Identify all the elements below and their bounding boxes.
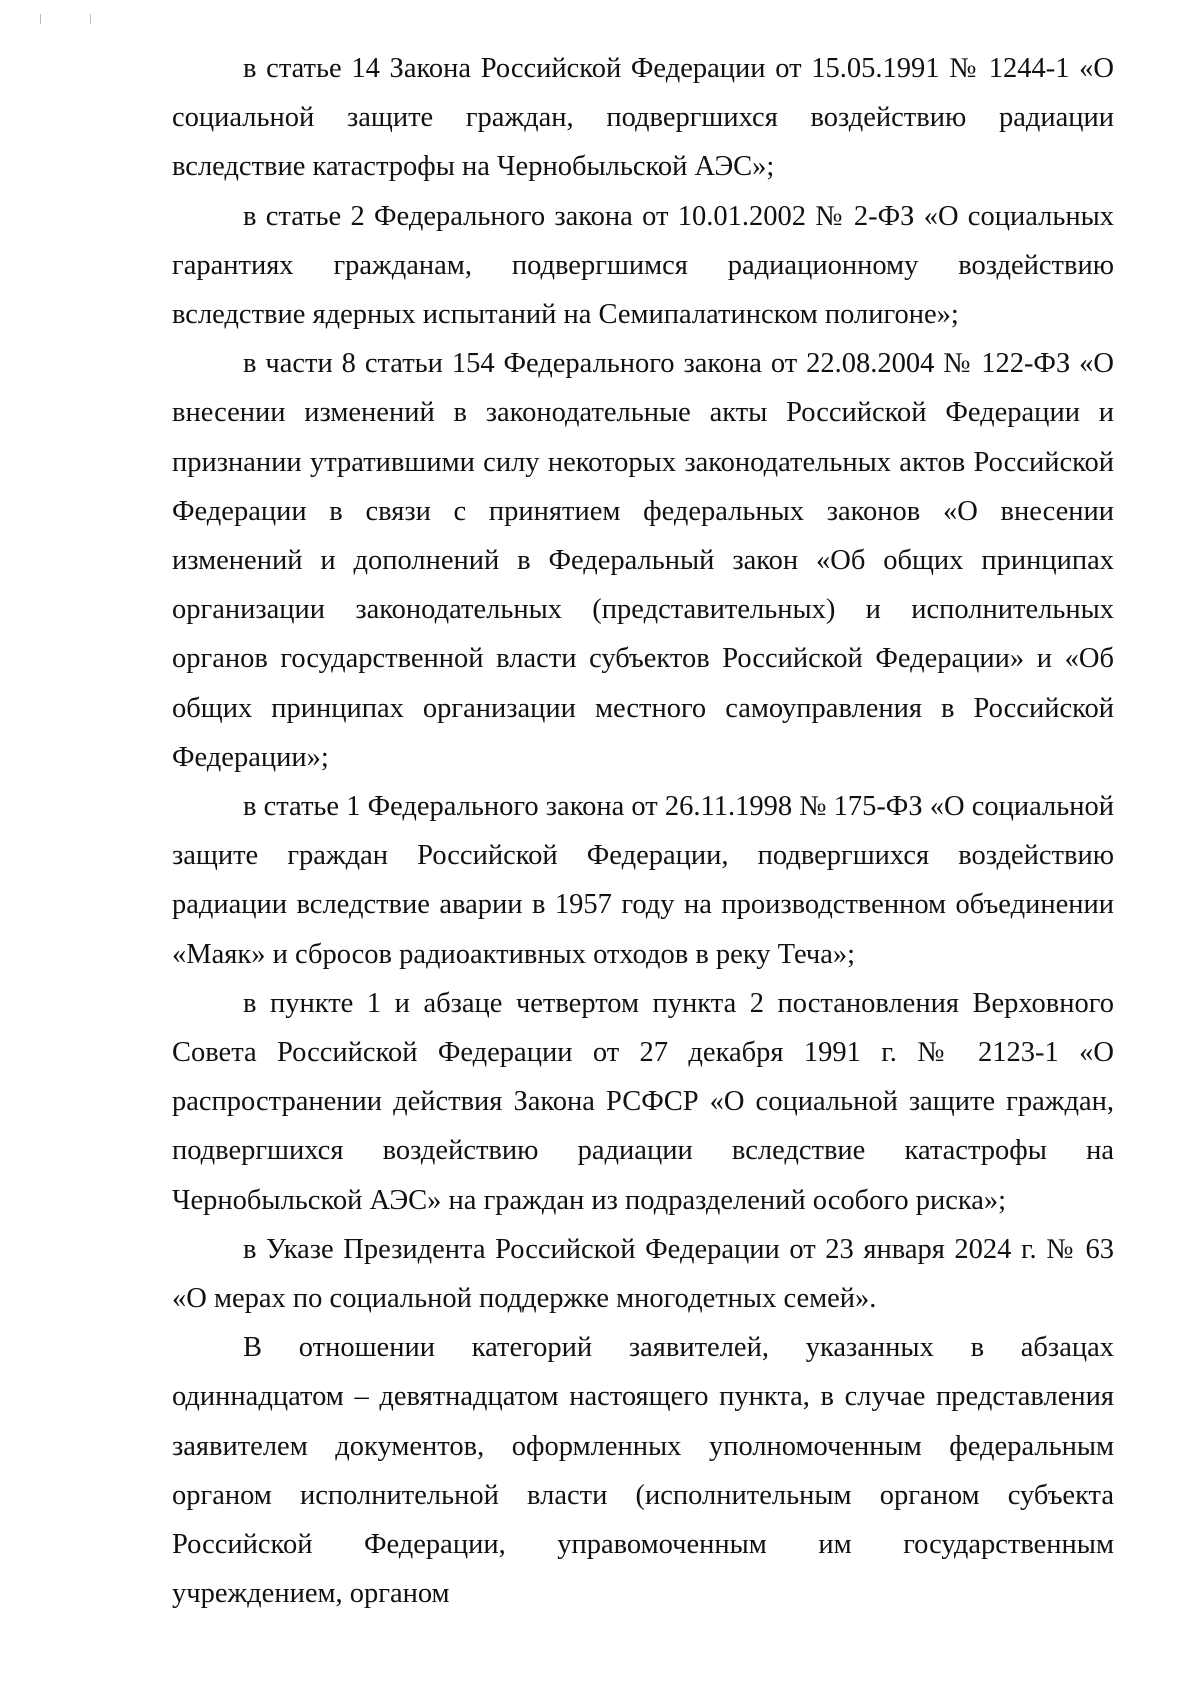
paragraph-applicant-categories: В отношении категорий заявителей, указанных в абзацах одиннадцатом – девятнадцатом настоящего пункта, в случае представления заявителем документов, оформленных уполномоченным федеральным органом исполнительной власти (исполнительным органом субъекта Российской Федерации, управомоченным им государственным учреждением, органом xyxy=(172,1332,1114,1610)
scan-mark-right xyxy=(90,14,91,24)
paragraph-resolution-2123-1: в пункте 1 и абзаце четвертом пункта 2 постановления Верховного Совета Российской Федерации от 27 декабря 1991 г. № 2123-1 «О распространении действия Закона РСФСР «О социальной защите граждан, подвергшихся воздействию радиации вследствие катастрофы на Чернобыльской АЭС» на граждан из подразделений особого риска»; xyxy=(172,987,1114,1216)
paragraph-law-122-fz: в части 8 статьи 154 Федерального закона от 22.08.2004 № 122-ФЗ «О внесении изменений в законодательные акты Российской Федерации и признании утратившими силу некоторых законодательных актов Российской Федерации в связи с принятием федеральных законов «О внесении изменений и дополнений в Федеральный закон «Об общих принципах организации законодательных (представительных) и исполнительных органов государственной власти субъектов Российской Федерации» и «Об общих принципах организации местного самоуправления в Российской Федерации»; xyxy=(172,348,1114,773)
paragraph-decree-63: в Указе Президента Российской Федерации от 23 января 2024 г. № 63 «О мерах по социальной поддержке многодетных семей». xyxy=(172,1233,1114,1315)
paragraph-law-2-fz: в статье 2 Федерального закона от 10.01.2002 № 2-ФЗ «О социальных гарантиях гражданам, подвергшимся радиационному воздействию вследствие ядерных испытаний на Семипалатинском полигоне»; xyxy=(172,200,1114,331)
document-page xyxy=(172,44,1114,1619)
paragraph-law-175-fz: в статье 1 Федерального закона от 26.11.1998 № 175-ФЗ «О социальной защите граждан Российской Федерации, подвергшихся воздействию радиации вследствие аварии в 1957 году на производственном объединении «Маяк» и сбросов радиоактивных отходов в реку Теча»; xyxy=(172,791,1114,970)
scan-mark-left xyxy=(40,14,41,24)
paragraph-law-1244-1: в статье 14 Закона Российской Федерации от 15.05.1991 № 1244-1 «О социальной защите граждан, подвергшихся воздействию радиации вследствие катастрофы на Чернобыльской АЭС»; xyxy=(172,53,1114,183)
